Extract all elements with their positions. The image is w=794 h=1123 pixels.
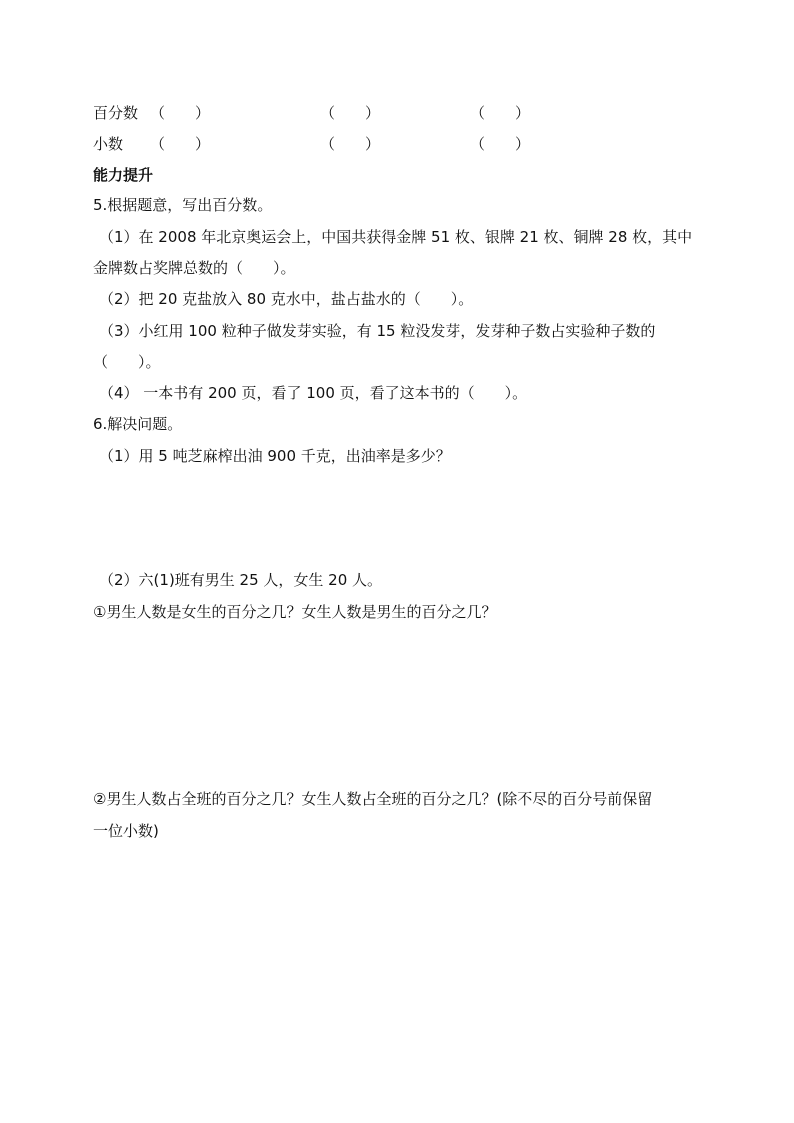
question-5-item-3-line-1: （3）小红用 100 粒种子做发芽实验，有 15 粒没发芽，发芽种子数占实验种子数的 [99,322,656,340]
question-6-item-2: （2）六(1)班有男生 25 人，女生 20 人。 [99,571,383,589]
blank-cell: （ ） [470,104,531,122]
question-5-item-4: （4） 一本书有 200 页，看了 100 页，看了这本书的（ ）。 [99,384,528,402]
question-5-item-1-line-2: 金牌数占奖牌总数的（ ）。 [93,259,296,277]
question-6-title: 6.解决问题。 [93,415,183,433]
blank-cell: （ ） [320,135,381,153]
question-6-item-1: （1）用 5 吨芝麻榨出油 900 千克，出油率是多少？ [99,447,451,465]
question-5-title: 5.根据题意，写出百分数。 [93,196,273,214]
blank-cell: （ ） [150,135,211,153]
question-5-item-1-line-1: （1）在 2008 年北京奥运会上，中国共获得金牌 51 枚、银牌 21 枚、铜牌 28 枚，其中 [99,228,693,246]
blank-cell: （ ） [150,104,211,122]
question-6-sub-1: ①男生人数是女生的百分之几？女生人数是男生的百分之几？ [93,603,497,621]
row-label-decimal: 小数 [93,135,124,153]
section-title: 能力提升 [93,166,154,184]
question-6-sub-2-line-1: ②男生人数占全班的百分之几？女生人数占全班的百分之几？(除不尽的百分号前保留 [93,790,653,808]
question-5-item-2: （2）把 20 克盐放入 80 克水中，盐占盐水的（ ）。 [99,290,474,308]
blank-cell: （ ） [320,104,381,122]
question-6-sub-2-line-2: 一位小数) [93,822,159,840]
blank-cell: （ ） [470,135,531,153]
question-5-item-3-line-2: （ ）。 [93,353,161,371]
row-label-percent: 百分数 [93,104,139,122]
